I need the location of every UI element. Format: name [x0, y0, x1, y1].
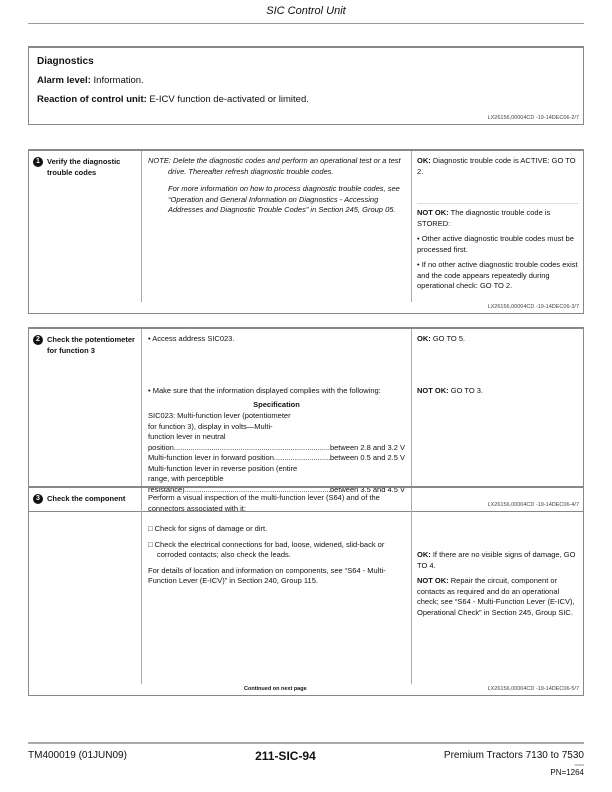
spec-row: Multi-function lever in forward position ..... between 0.5 and 2.5 V — [148, 453, 405, 464]
step-title: Check the potentiometer for function 3 — [47, 335, 135, 355]
ok-result: OK: GO TO 5. — [417, 334, 466, 343]
page-header: SIC Control Unit — [28, 5, 584, 24]
step-number-icon: 1 — [33, 157, 43, 167]
spec-title: Specification — [253, 399, 300, 409]
step-2 — [28, 327, 584, 512]
spec-intro: SIC023: Multi-function lever (potentiometer for function 3), display in volts—Multi-function lever in neutral — [148, 411, 291, 441]
spec-row: position ..... between 2.8 and 3.2 V — [148, 443, 405, 454]
bullet: • Other active diagnostic trouble codes must be processed first. — [417, 234, 574, 254]
spec-reverse: Multi-function lever in reverse position (entire range, with perceptible — [148, 463, 298, 483]
step-title: Verify the diagnostic trouble codes — [47, 157, 121, 177]
page-footer — [28, 742, 584, 762]
step-3 — [28, 486, 584, 696]
not-ok-result: NOT OK: Repair the circuit, component or contacts as required and do an operational check; see “S64 - Multi-Function Lever (E-ICV), Operational Check” in Section 245, Group SIC. — [417, 576, 575, 617]
note-more-info: For more information on how to process diagnostic trouble codes, see “Operation and General Information on Diagnostics - Accessing Addresses and Diagnostic Trouble Codes” in Section 245, Group 05. — [168, 184, 400, 214]
product-name: Premium Tractors 7130 to 7530 — [443, 750, 584, 761]
instruction: Perform a visual inspection of the multi-function lever (S64) and of the connectors associated with it: — [148, 493, 380, 513]
manual-id: TM400019 (01JUN09) — [28, 750, 127, 761]
reference-code: LX26156,00004CD -19-14DEC06-5/7 — [487, 686, 579, 692]
reference-code: LX26156,00004CD -19-14DEC06-3/7 — [487, 303, 579, 310]
alarm-level: Alarm level: Information. — [37, 75, 144, 86]
bullet: • Access address SIC023. — [148, 334, 235, 343]
reference-code: LX26156,00004CD -19-14DEC06-4/7 — [487, 502, 579, 508]
not-ok-result: NOT OK: GO TO 3. — [417, 386, 483, 395]
bullet: • Make sure that the information displayed complies with the following: — [148, 386, 381, 395]
reaction: Reaction of control unit: E-ICV function de-activated or limited. — [37, 94, 309, 105]
details: For details of location and information on components, see “S64 - Multi-Function Lever (E-ICV)” in Section 240, Group 115. — [148, 565, 386, 585]
step-3-bottom — [29, 684, 583, 695]
spec-row: resistance) ..... between 3.5 and 4.5 V — [148, 485, 405, 496]
note: NOTE: Delete the diagnostic codes and perform an operational test or a test drive. Thereafter refresh diagnostic trouble codes. — [148, 156, 401, 176]
page-number: 211-SIC-94 — [255, 749, 316, 763]
checklist-item: □ Check for signs of damage or dirt. — [148, 524, 268, 533]
bullet: • If no other active diagnostic trouble codes exist and the code appears repeatedly during operational check: GO TO 2. — [417, 260, 578, 290]
diagnostics-section — [28, 46, 584, 125]
step-number-icon: 2 — [33, 335, 43, 345]
step-title: Check the component — [47, 494, 126, 503]
pn-number: PN=1264 — [550, 768, 584, 777]
ok-result: OK: If there are no visible signs of damage, GO TO 4. — [417, 550, 576, 570]
step-number-icon: 3 — [33, 494, 43, 504]
ok-result: OK: Diagnostic trouble code is ACTIVE: GO TO 2. — [417, 156, 576, 176]
step-1 — [28, 149, 584, 314]
continued-note: Continued on next page — [244, 686, 307, 692]
date-code: 110609 — [574, 763, 584, 767]
checklist-item: □ Check the electrical connections for bad, loose, widened, slid-back or corroded contacts; also check the leads. — [148, 539, 385, 559]
not-ok-result: NOT OK: The diagnostic trouble code is STORED: — [417, 203, 578, 229]
reference-code: LX26156,00004CD -19-14DEC06-2/7 — [487, 115, 579, 121]
section-title: Diagnostics — [37, 56, 94, 67]
